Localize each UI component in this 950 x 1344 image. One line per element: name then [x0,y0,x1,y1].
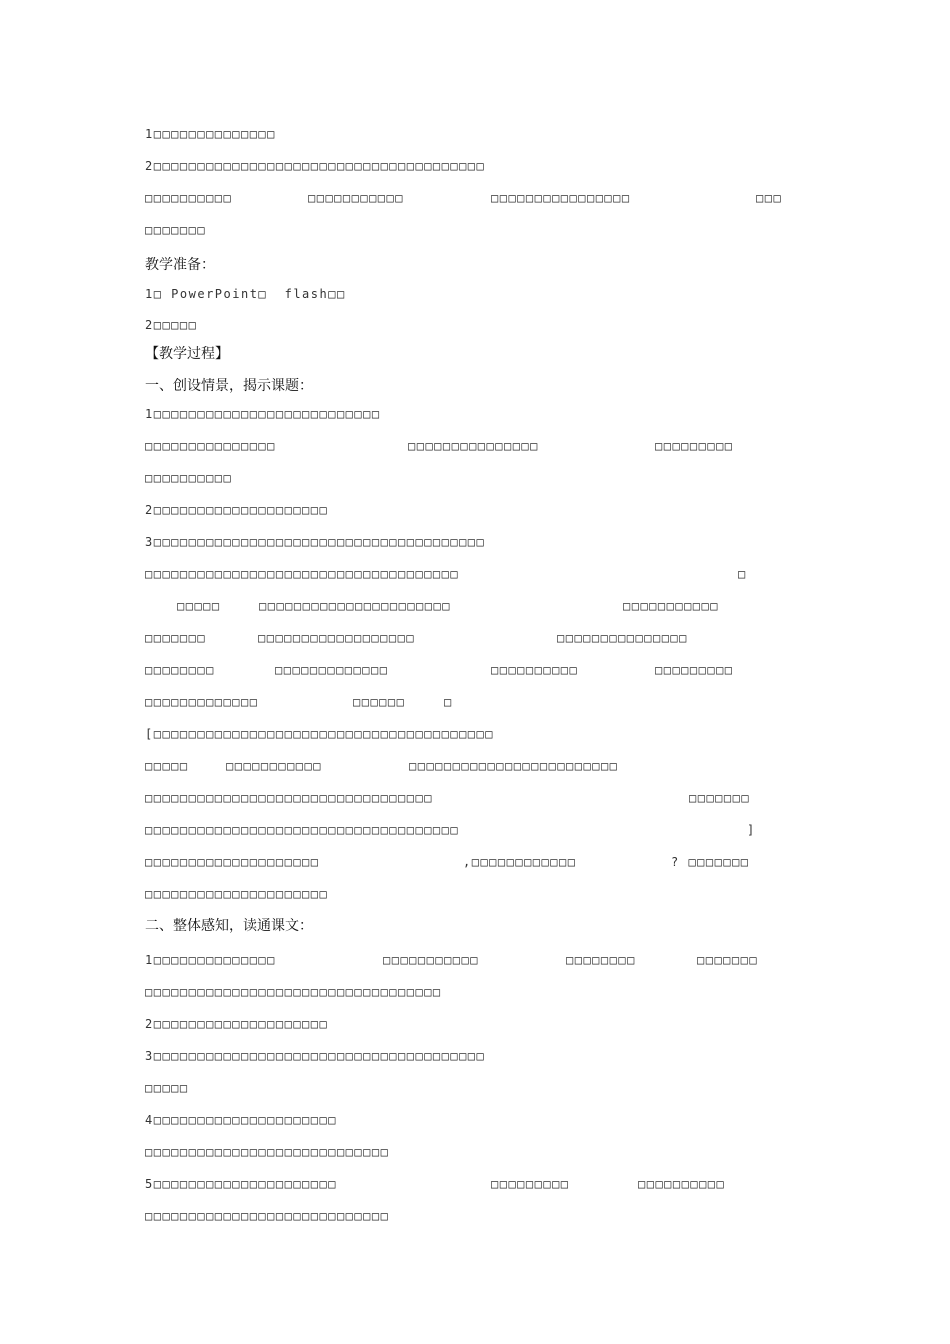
text-line: 1□□□□□□□□□□□□□□ [145,127,276,141]
text-segment: □□□□□□□□□□□□□□□□□□□□□□□□□□□□□□□□□ [145,791,433,805]
text-segment: 5□□□□□□□□□□□□□□□□□□□□□ [145,1177,337,1191]
text-line: [□□□□□□□□□□□□□□□□□□□□□□□□□□□□□□□□□□□□□□□ [145,727,494,741]
text-segment: □□□□□□□□□□ [145,191,233,205]
text-segment: □□□□□□□□□□□□□□□ [145,439,276,453]
text-line: 3□□□□□□□□□□□□□□□□□□□□□□□□□□□□□□□□□□□□□□ [145,535,486,549]
text-segment: □□□□□□□□□□□□□□□□□□□□□□□□□□□□□□□□□□□□ [145,823,460,837]
text-line: □□□□□ [145,1081,189,1095]
text-segment: □ [738,567,747,581]
text-segment: □□□□□□□□□ [491,1177,570,1191]
text-segment: □□□□□□□□□□□□□□□□□□□□ [145,855,320,869]
text-line: □□□□□□□□□□ [145,471,233,485]
text-segment: □ [444,695,453,709]
text-segment: □□□□□□□□□ [655,439,734,453]
text-segment: □□□□□□□□□□□□□□□ [557,631,688,645]
text-segment: ,□□□□□□□□□□□□ [463,855,577,869]
text-line: □□□□□□□ [145,223,207,237]
text-segment: □□□□□□ [353,695,406,709]
text-segment: □□□□□□□□□□□□□□□□□□□□□□□□ [409,759,619,773]
text-line: 2□□□□□ [145,318,198,332]
text-segment: □□□□□□□□□□□ [308,191,404,205]
text-segment: □□□□□□□□□□□□□□□□□□□□□□ [259,599,451,613]
text-line: □□□□□□□□□□□□□□□□□□□□□□□□□□□□□□□□□□ [145,985,442,999]
text-line: 2□□□□□□□□□□□□□□□□□□□□ [145,1017,329,1031]
text-line: 1□□□□□□□□□□□□□□□□□□□□□□□□□□ [145,407,381,421]
text-segment: □□□□□□□ [145,631,207,645]
text-segment: □□□□□□□□□□□□□□□ [408,439,539,453]
text-segment: □□□□□□□□□□□□□□□□□□□□□□□□□□□□□□□□□□□□ [145,567,460,581]
text-segment: □□□□□□□□ [566,953,636,967]
text-line: 1□ PowerPoint□ flash□□ [145,287,346,301]
text-segment: □□□□□□□□□□ [638,1177,726,1191]
text-segment: ? □□□□□□□ [671,855,750,869]
text-line: □□□□□□□□□□□□□□□□□□□□□ [145,887,329,901]
text-segment: □□□□□□□□□□□ [226,759,322,773]
text-line: □□□□□□□□□□□□□□□□□□□□□□□□□□□□ [145,1145,390,1159]
text-segment: □□□□□□□□□□□ [623,599,719,613]
text-segment: □□□□□□□□□□□□□□□□□□ [258,631,416,645]
section-heading: 二、整体感知，读通课文： [145,918,313,934]
text-segment: □□□□□□□ [689,791,751,805]
text-line: □□□□□□□□□□□□□□□□□□□□□□□□□□□□ [145,1209,390,1223]
text-line: 4□□□□□□□□□□□□□□□□□□□□□ [145,1113,337,1127]
text-segment: □□□□□□□□□□□□□ [275,663,389,677]
text-segment: □□□□□□□□□□□□□ [145,695,259,709]
section-heading: 教学准备： [145,257,215,273]
text-segment: □□□□□□□□□ [655,663,734,677]
text-segment: □□□ [756,191,783,205]
text-line: 3□□□□□□□□□□□□□□□□□□□□□□□□□□□□□□□□□□□□□□ [145,1049,486,1063]
text-segment: 1□□□□□□□□□□□□□□ [145,953,276,967]
text-segment: □□□□□ [177,599,221,613]
text-segment: □□□□□ [145,759,189,773]
text-segment: □□□□□□□ [697,953,759,967]
text-segment: □□□□□□□□□□ [491,663,579,677]
section-heading: 【教学过程】 [145,346,229,362]
text-segment: □□□□□□□□□□□□□□□□ [491,191,631,205]
section-heading: 一、创设情景，揭示课题： [145,378,313,394]
text-line: 2□□□□□□□□□□□□□□□□□□□□□□□□□□□□□□□□□□□□□□ [145,159,486,173]
text-segment: □□□□□□□□□□□ [383,953,479,967]
text-segment: □□□□□□□□ [145,663,215,677]
text-segment: ] [747,823,756,837]
text-line: 2□□□□□□□□□□□□□□□□□□□□ [145,503,329,517]
